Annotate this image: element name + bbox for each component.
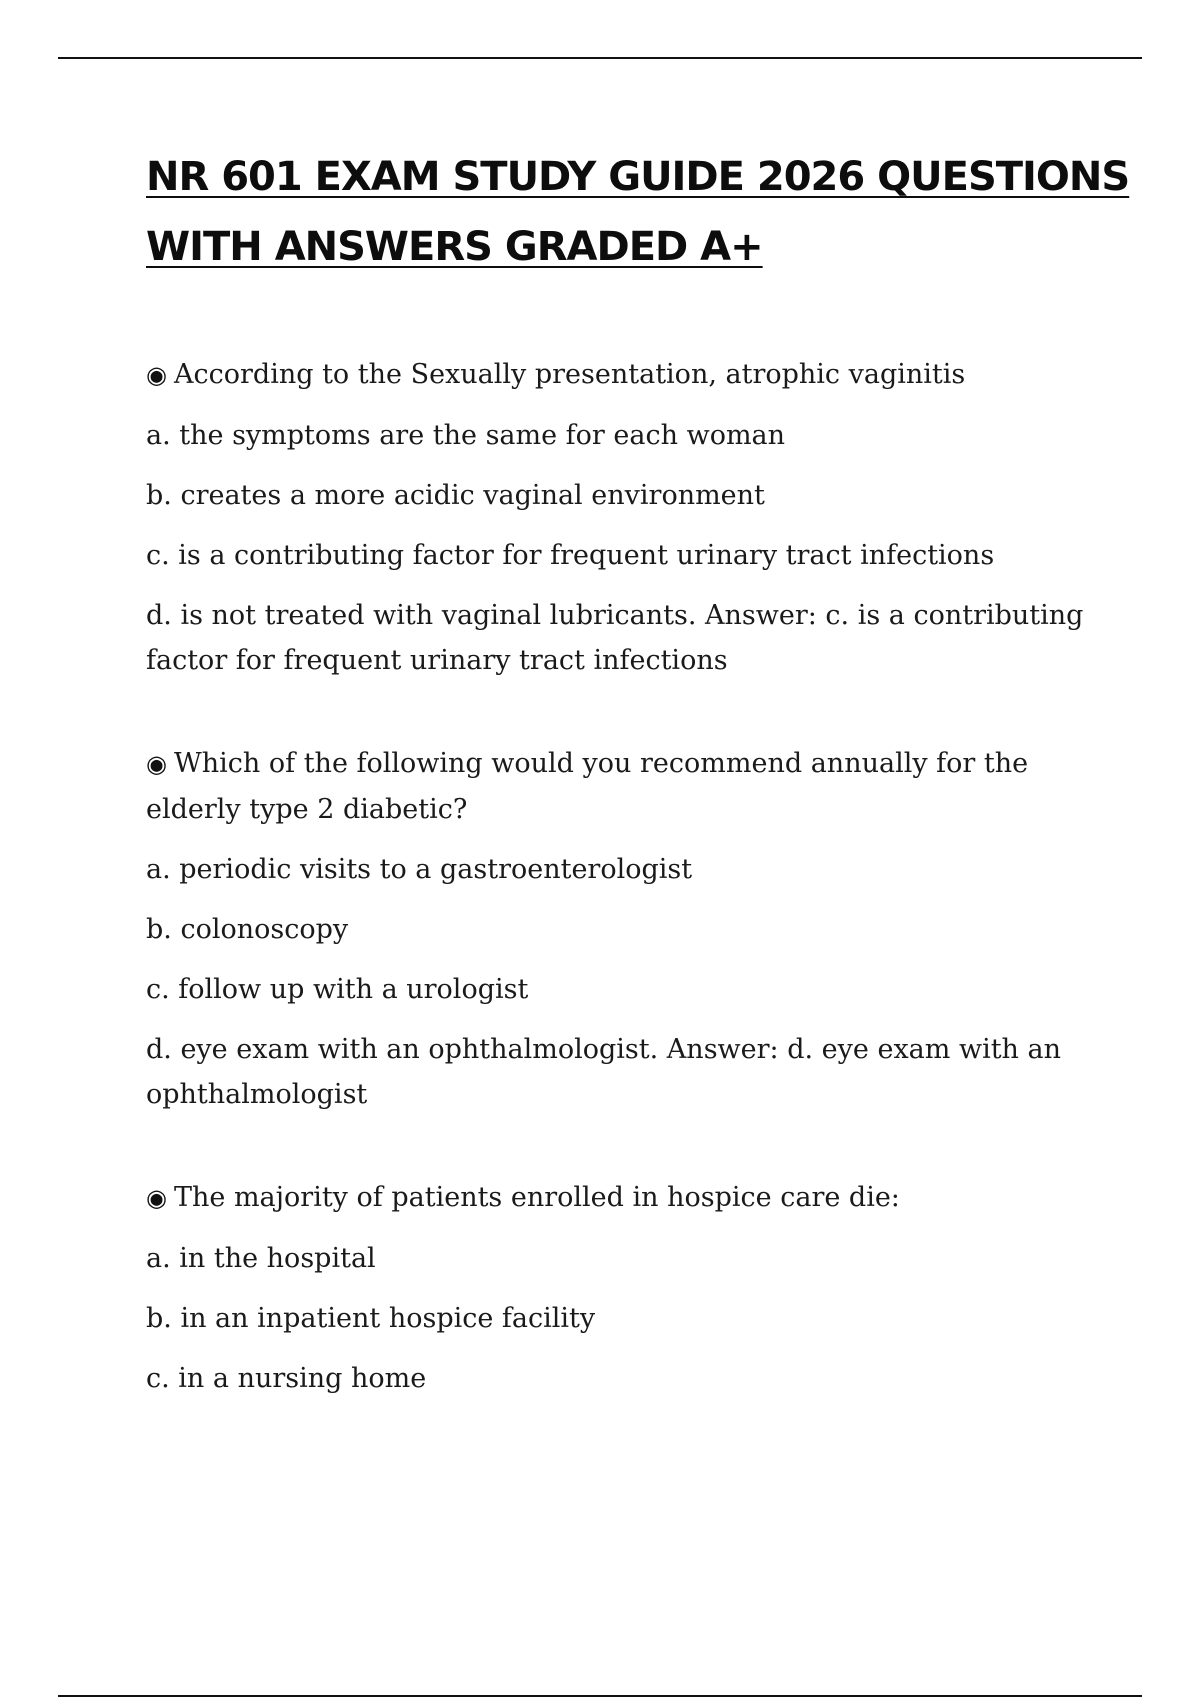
question-block — [146, 352, 1086, 683]
answer-option: a. in the hospital — [146, 1243, 376, 1274]
top-divider — [58, 57, 1142, 59]
question-text: The majority of patients enrolled in hospice care die: — [174, 1182, 900, 1213]
title-line: WITH ANSWERS GRADED A+ — [146, 224, 763, 270]
answer-option: d. eye exam with an ophthalmologist. Answer: d. eye exam with an ophthalmologist — [146, 1034, 1062, 1110]
radio-bullet-icon: ◉ — [146, 1184, 167, 1212]
document-title — [146, 142, 1130, 282]
answer-option: b. creates a more acidic vaginal environment — [146, 480, 765, 511]
answer-option: a. periodic visits to a gastroenterologist — [146, 854, 693, 885]
question-block — [146, 741, 1086, 1117]
question-text: Which of the following would you recommend annually for the elderly type 2 diabetic? — [146, 748, 1029, 825]
radio-bullet-icon: ◉ — [146, 750, 167, 778]
question-prompt — [146, 1175, 1086, 1221]
answer-option: c. is a contributing factor for frequent urinary tract infections — [146, 540, 995, 571]
answer-option: c. follow up with a urologist — [146, 974, 529, 1005]
question-prompt — [146, 352, 1086, 398]
answer-option: a. the symptoms are the same for each woman — [146, 420, 786, 451]
answer-option: b. in an inpatient hospice facility — [146, 1303, 596, 1334]
answer-option: c. in a nursing home — [146, 1363, 427, 1394]
title-line: NR 601 EXAM STUDY GUIDE 2026 QUESTIONS — [146, 154, 1130, 200]
question-list — [146, 352, 1086, 1459]
answer-option: b. colonoscopy — [146, 914, 349, 945]
question-text: According to the Sexually presentation, atrophic vaginitis — [174, 359, 966, 390]
bottom-divider — [58, 1695, 1142, 1697]
question-block — [146, 1175, 1086, 1401]
radio-bullet-icon: ◉ — [146, 361, 167, 389]
question-prompt — [146, 741, 1086, 832]
answer-option: d. is not treated with vaginal lubricants. Answer: c. is a contributing factor for frequent urinary tract infections — [146, 600, 1084, 676]
